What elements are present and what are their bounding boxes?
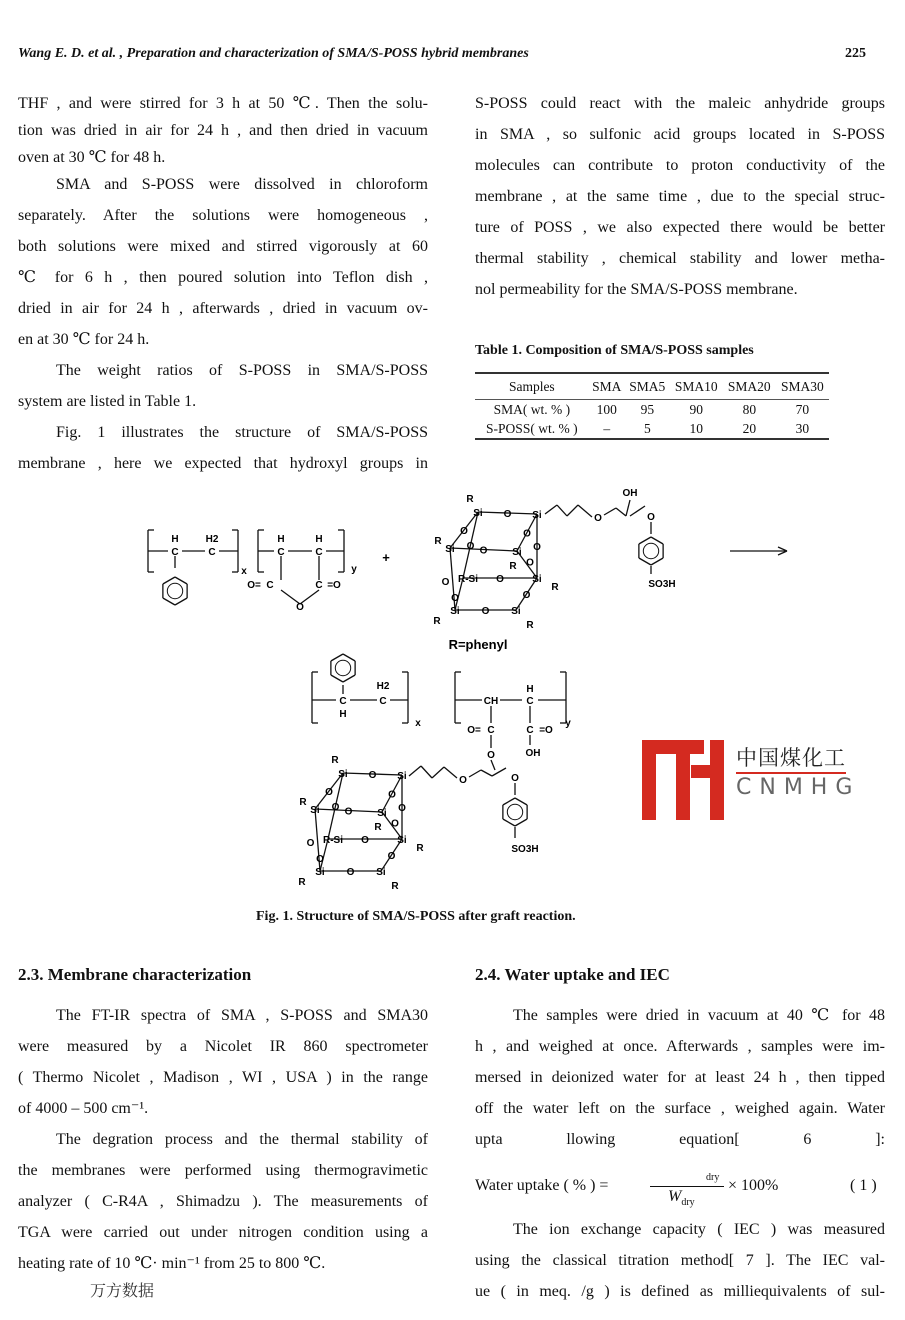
bond <box>639 558 651 565</box>
r-group-label: R <box>526 620 534 631</box>
atom-label: H <box>315 534 323 545</box>
oxygen-label: O <box>533 542 541 553</box>
oxygen-label: O <box>388 789 396 801</box>
table-cell: 90 <box>689 402 703 417</box>
subscript-x: x <box>415 718 421 729</box>
atom-label: C <box>339 696 347 707</box>
atom-label: =O <box>327 580 341 591</box>
bond <box>604 508 616 515</box>
atom-label: =O <box>539 725 553 736</box>
equation-denominator: $W_{dry}$ <box>668 1188 695 1209</box>
r-group-label: R <box>298 877 306 888</box>
oxygen-label: O <box>460 526 468 537</box>
oxygen-label: O <box>346 867 355 878</box>
text-line: S-POSS could react with the maleic anhydride groups <box>475 95 885 112</box>
atom-label: C <box>526 725 534 736</box>
bond <box>491 760 495 770</box>
atom-label: O= <box>467 725 481 736</box>
text-line: dried in air for 24 h , afterwards , dried in vacuum ov- <box>18 300 428 317</box>
text-line: oven at 30 ℃ for 48 h. <box>18 149 166 166</box>
bond <box>331 654 343 661</box>
r-group-label: R <box>434 536 442 547</box>
atom-label: H <box>277 534 285 545</box>
oxygen-label: O <box>479 545 488 557</box>
text-line: tion was dried in air for 24 h , and then dried in vacuum <box>18 122 428 139</box>
oxygen-label: O <box>496 574 504 585</box>
text-line: off the water left on the surface , weighed again. Water <box>475 1100 885 1117</box>
text-line: ue ( in meq. /g ) is defined as milliequivalents of sul- <box>475 1283 885 1300</box>
table-cell: 95 <box>640 402 655 417</box>
column-header: SMA10 <box>670 373 723 400</box>
text-line: The weight ratios of S-POSS in SMA/S-POSS <box>56 362 428 379</box>
sulfonic-acid-label: SO3H <box>648 579 676 590</box>
section-2-4-heading: 2.4. Water uptake and IEC <box>475 965 670 984</box>
text-line: of 4000 – 500 cm⁻¹. <box>18 1100 149 1117</box>
equation-number: ( 1 ) <box>850 1177 877 1194</box>
atom-label: H2 <box>205 534 219 545</box>
bond <box>432 767 444 778</box>
bond <box>175 577 187 584</box>
text-line: nol permeability for the SMA/S-POSS membrane. <box>475 281 798 298</box>
text-line: separately. After the solutions were homogeneous , <box>18 207 428 224</box>
text-line: ( Thermo Nicolet , Madison , WI , USA ) in the range <box>18 1069 428 1086</box>
bond <box>567 505 578 516</box>
atom-label: C <box>266 580 274 591</box>
oxygen-label: O <box>441 577 450 588</box>
text-line: heating rate of 10 ℃· min⁻¹ from 25 to 800 ℃. <box>18 1255 326 1272</box>
bond <box>163 598 175 605</box>
subscript-y: y <box>351 564 357 575</box>
oxygen-label: O <box>481 606 490 617</box>
atom-label: O <box>459 775 467 786</box>
atom-label: CH <box>483 696 499 707</box>
atom-label: H <box>526 684 534 695</box>
oxygen-label: O <box>522 590 531 601</box>
r-group-label: R <box>299 797 307 808</box>
table-cell: 70 <box>795 402 810 417</box>
oxygen-label: O <box>316 854 324 865</box>
silicon-label: Si <box>532 574 542 585</box>
silicon-label: Si <box>450 606 460 617</box>
atom-label: C <box>487 725 495 736</box>
atom-label: C <box>277 547 285 558</box>
equation-lhs: Water uptake ( % ) = <box>475 1177 609 1194</box>
watermark-en: CNMHG <box>736 775 861 800</box>
silicon-label: Si <box>338 769 348 780</box>
silicon-label: Si <box>397 835 407 846</box>
atom-label: O <box>487 750 495 761</box>
bond <box>503 819 515 826</box>
silicon-label: Si <box>511 606 521 617</box>
hydroxyl-label: OH <box>525 748 541 759</box>
bond <box>616 508 626 516</box>
running-title: Wang E. D. et al. , Preparation and characterization of SMA/S-POSS hybrid membranes <box>18 46 529 61</box>
oxygen-label: O <box>387 851 396 862</box>
r-group-label: R <box>551 582 559 593</box>
atom-label: C <box>208 547 216 558</box>
atom-label: C <box>526 696 534 707</box>
table-row <box>475 400 829 420</box>
atom-label: O <box>594 513 602 524</box>
watermark-cn: 中国煤化工 <box>736 742 846 774</box>
table-cell: 10 <box>689 421 703 436</box>
bond <box>630 506 645 516</box>
oxygen-label: O <box>306 838 315 849</box>
atom-label: O <box>511 773 519 784</box>
atom-label: O= <box>247 580 261 591</box>
silicon-label: Si <box>310 805 320 816</box>
table-cell: 20 <box>742 421 757 436</box>
text-line: in SMA , so sulfonic acid groups located in S-POSS <box>475 126 885 143</box>
atom-label: C <box>315 580 323 591</box>
oxygen-label: O <box>325 787 333 798</box>
text-line: using the classical titration method[ 7 ]. The IEC val- <box>475 1252 885 1269</box>
composition-table <box>475 372 829 440</box>
oxygen-label: O <box>398 803 406 814</box>
r-group-note: R=phenyl <box>448 637 508 652</box>
oxygen-label: O <box>451 593 459 604</box>
silicon-label: R-Si <box>323 835 343 846</box>
text-line: membrane , at the same time , due to the special struc- <box>475 188 885 205</box>
text-line: system are listed in Table 1. <box>18 393 197 410</box>
column-header: SMA20 <box>723 373 776 400</box>
silicon-label: Si <box>376 867 386 878</box>
text-line: membrane , here we expected that hydroxyl groups in <box>18 455 428 472</box>
text-line: ℃ for 6 h , then poured solution into Teflon dish , <box>18 269 428 286</box>
atom-label: O <box>296 602 304 613</box>
oxygen-label: O <box>344 806 353 818</box>
bond <box>343 675 355 682</box>
atom-label: H <box>171 534 179 545</box>
r-group-label: R <box>466 494 474 505</box>
bond <box>626 500 630 516</box>
text-line: were measured by a Nicolet IR 860 spectrometer <box>18 1038 428 1055</box>
atom-label: C <box>379 696 387 707</box>
table-cell: SMA( wt. % ) <box>493 402 571 417</box>
column-header: Samples <box>475 373 589 400</box>
column-header: SMA <box>589 373 625 400</box>
table-row <box>475 419 829 439</box>
text-line: The ion exchange capacity ( IEC ) was measured <box>513 1221 885 1238</box>
r-group-label: R <box>509 561 517 572</box>
bond <box>175 598 187 605</box>
benzene-ring-icon <box>643 543 658 558</box>
bond <box>343 654 355 661</box>
figure-caption: Fig. 1. Structure of SMA/S-POSS after graft reaction. <box>256 909 576 924</box>
column-header: SMA5 <box>625 373 670 400</box>
section-2-3-heading: 2.3. Membrane characterization <box>18 965 252 984</box>
table-cell: 30 <box>795 421 810 436</box>
table-cell: 80 <box>742 402 757 417</box>
silicon-label: Si <box>532 510 542 521</box>
silicon-label: Si <box>473 508 483 519</box>
table-cell: S-POSS( wt. % ) <box>486 421 578 436</box>
text-line: thermal stability , chemical stability and lower metha- <box>475 250 885 267</box>
silicon-label: Si <box>315 867 325 878</box>
silicon-label: Si <box>377 808 387 819</box>
bond <box>515 819 527 826</box>
atom-label: H <box>339 709 347 720</box>
bond <box>545 505 557 514</box>
text-line: upta llowing equation[ 6 ]: <box>475 1131 885 1148</box>
r-group-label: R <box>374 822 382 833</box>
oxygen-label: O <box>466 541 475 552</box>
bond <box>515 798 527 805</box>
bond <box>444 767 457 778</box>
structure-figure <box>0 470 905 910</box>
oxygen-label: O <box>503 509 512 520</box>
silicon-label: Si <box>397 771 407 782</box>
hydroxyl-label: OH <box>622 488 638 499</box>
r-group-label: R <box>391 881 399 892</box>
text-line: en at 30 ℃ for 24 h. <box>18 331 150 348</box>
subscript-y: y <box>565 718 571 729</box>
text-line: the membranes were performed using thermogravimetic <box>18 1162 428 1179</box>
silicon-label: R-Si <box>458 574 478 585</box>
bond <box>421 766 432 778</box>
bond <box>481 770 492 776</box>
plus-sign: + <box>382 550 390 565</box>
text-line: Fig. 1 illustrates the structure of SMA/S-POSS <box>56 424 428 441</box>
text-line: mersed in deionized water for at least 24 h , then tipped <box>475 1069 885 1086</box>
text-line: ture of POSS , we also expected there would be better <box>475 219 885 236</box>
page-number: 225 <box>845 46 866 61</box>
bond <box>163 577 175 584</box>
r-group-label: R <box>433 616 441 627</box>
oxygen-label: O <box>368 770 377 781</box>
oxygen-label: O <box>526 557 534 569</box>
oxygen-label: O <box>391 818 399 830</box>
bond <box>651 558 663 565</box>
silicon-label: Si <box>445 544 455 555</box>
table-cell: – <box>603 421 611 436</box>
text-line: The samples were dried in vacuum at 40 ℃ for 48 <box>513 1007 885 1024</box>
oxygen-label: O <box>331 802 340 813</box>
table-cell: 5 <box>643 421 651 436</box>
fraction-bar <box>650 1186 724 1187</box>
bond <box>469 770 481 777</box>
oxygen-label: O <box>523 528 531 540</box>
column-header: SMA30 <box>776 373 829 400</box>
bond <box>651 537 663 544</box>
text-line: The FT-IR spectra of SMA , S-POSS and SMA30 <box>56 1007 428 1024</box>
r-group-label: R <box>331 755 339 766</box>
atom-label: O <box>647 512 655 523</box>
bond <box>503 798 515 805</box>
atom-label: H2 <box>376 681 390 692</box>
text-line: analyzer ( C-R4A , Shimadzu ). The measurements of <box>18 1193 428 1210</box>
text-line: both solutions were mixed and stirred vigorously at 60 <box>18 238 428 255</box>
benzene-ring-icon <box>167 583 182 598</box>
watermark-wanfang: 万方数据 <box>90 1281 155 1300</box>
text-line: molecules can contribute to proton conductivity of the <box>475 157 885 174</box>
text-line: THF , and were stirred for 3 h at 50 ℃. Then the solu- <box>18 95 428 112</box>
atom-label: C <box>315 547 323 558</box>
bond <box>578 505 592 517</box>
table-cell: 100 <box>596 402 617 417</box>
benzene-ring-icon <box>507 804 522 819</box>
equation-factor: × 100% <box>728 1177 779 1194</box>
silicon-label: Si <box>512 547 522 558</box>
equation-numerator: dry <box>706 1172 720 1183</box>
bond <box>331 675 343 682</box>
r-group-label: R <box>416 843 424 854</box>
bond <box>557 505 567 516</box>
bond <box>639 537 651 544</box>
text-line: h , and weighed at once. Afterwards , samples were im- <box>475 1038 885 1055</box>
oxygen-label: O <box>361 835 369 846</box>
text-line: TGA were carried out under nitrogen condition using a <box>18 1224 428 1241</box>
atom-label: C <box>171 547 179 558</box>
sulfonic-acid-label: SO3H <box>511 844 539 855</box>
benzene-ring-icon <box>335 660 350 675</box>
text-line: The degration process and the thermal stability of <box>56 1131 428 1148</box>
text-line: SMA and S-POSS were dissolved in chloroform <box>56 176 428 193</box>
bond <box>409 766 421 776</box>
table-caption: Table 1. Composition of SMA/S-POSS samples <box>475 343 754 358</box>
subscript-x: x <box>241 566 247 577</box>
